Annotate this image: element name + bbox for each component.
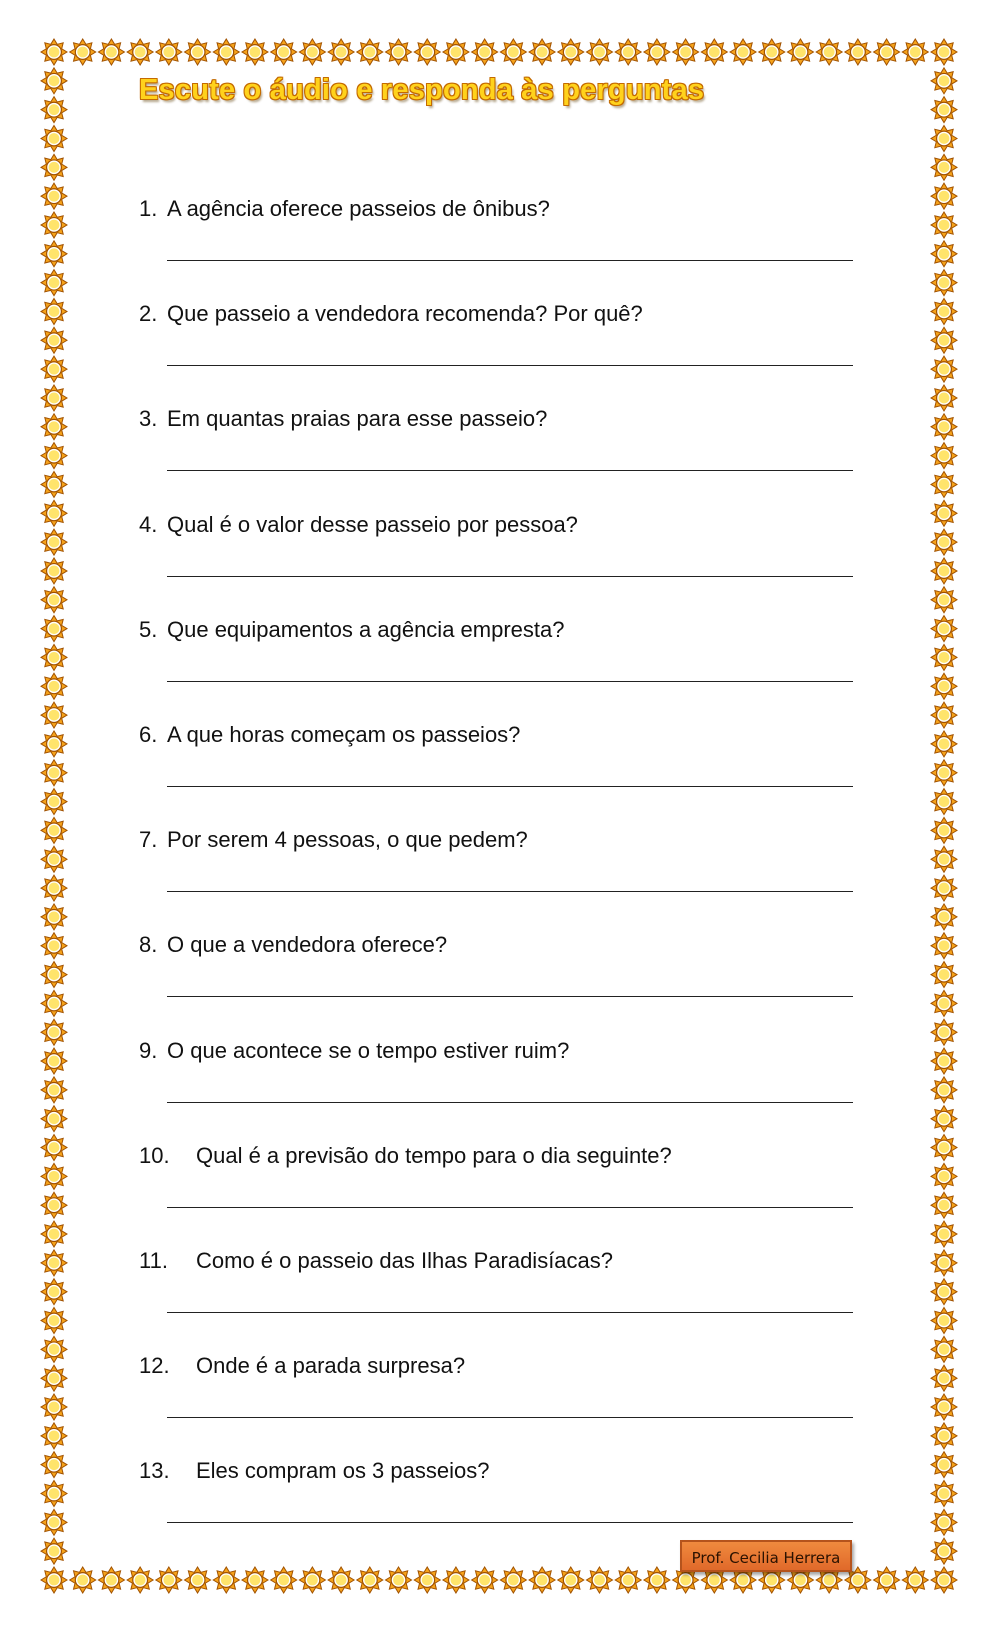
answer-line[interactable] — [167, 1102, 853, 1103]
question-text: Em quantas praias para esse passeio? — [167, 406, 548, 432]
sun-icon — [242, 1567, 268, 1593]
sun-icon — [730, 39, 756, 65]
sun-icon — [185, 1567, 211, 1593]
question-number: 12. — [139, 1353, 170, 1379]
sun-icon — [586, 39, 612, 65]
answer-line[interactable] — [167, 996, 853, 997]
sun-icon — [41, 1567, 67, 1593]
sun-icon — [500, 1567, 526, 1593]
question-number: 9. — [139, 1037, 158, 1063]
sun-icon — [443, 1567, 469, 1593]
question-text: O que a vendedora oferece? — [167, 932, 448, 958]
sun-icon — [357, 39, 383, 65]
sun-icon — [386, 39, 412, 65]
sun-icon — [414, 39, 440, 65]
question-item — [0, 932, 1000, 1022]
question-item — [0, 827, 1000, 917]
question-item — [0, 1458, 1000, 1548]
sun-icon — [357, 1567, 383, 1593]
sun-icon — [443, 39, 469, 65]
answer-line[interactable] — [167, 1417, 853, 1418]
question-number: 2. — [139, 301, 158, 327]
sun-icon — [156, 1567, 182, 1593]
answer-line[interactable] — [167, 576, 853, 577]
question-item — [0, 196, 1000, 286]
sun-icon — [931, 97, 957, 123]
sun-icon — [558, 39, 584, 65]
sun-icon — [299, 1567, 325, 1593]
sun-icon — [874, 1567, 900, 1593]
sun-icon — [931, 125, 957, 151]
sun-icon — [500, 39, 526, 65]
answer-line[interactable] — [167, 470, 853, 471]
question-text: Qual é o valor desse passeio por pessoa? — [167, 511, 578, 537]
question-number: 13. — [139, 1458, 170, 1484]
sun-icon — [41, 154, 67, 180]
answer-line[interactable] — [167, 1522, 853, 1523]
sun-icon — [874, 39, 900, 65]
sun-icon — [328, 1567, 354, 1593]
sun-icon — [472, 1567, 498, 1593]
sun-icon — [644, 39, 670, 65]
sun-icon — [759, 39, 785, 65]
sun-icon — [70, 1567, 96, 1593]
sun-icon — [931, 1567, 957, 1593]
question-item — [0, 406, 1000, 496]
question-number: 1. — [139, 196, 158, 221]
page-title: Escute o áudio e responda às perguntas — [139, 74, 705, 106]
question-number: 4. — [139, 511, 158, 537]
question-number: 11. — [139, 1248, 168, 1273]
question-text: Que equipamentos a agência empresta? — [167, 616, 565, 642]
answer-line[interactable] — [167, 1207, 853, 1208]
answer-line[interactable] — [167, 1312, 853, 1313]
sun-icon — [845, 39, 871, 65]
answer-line[interactable] — [167, 260, 853, 261]
sun-icon — [529, 39, 555, 65]
question-text: Eles compram os 3 passeios? — [196, 1458, 490, 1484]
answer-line[interactable] — [167, 681, 853, 682]
sun-icon — [816, 39, 842, 65]
sun-icon — [127, 39, 153, 65]
question-item — [0, 617, 1000, 707]
sun-icon — [615, 39, 641, 65]
question-item — [0, 1353, 1000, 1443]
sun-icon — [414, 1567, 440, 1593]
sun-icon — [673, 39, 699, 65]
sun-icon — [127, 1567, 153, 1593]
sun-icon — [213, 1567, 239, 1593]
question-text: Qual é a previsão do tempo para o dia seguinte? — [196, 1142, 672, 1168]
sun-icon — [213, 39, 239, 65]
question-number: 8. — [139, 932, 158, 958]
sun-icon — [902, 1567, 928, 1593]
question-number: 5. — [139, 616, 158, 642]
question-text: O que acontece se o tempo estiver ruim? — [167, 1037, 570, 1063]
answer-line[interactable] — [167, 891, 853, 892]
sun-icon — [271, 1567, 297, 1593]
question-item — [0, 1038, 1000, 1128]
sun-icon — [271, 39, 297, 65]
question-number: 10. — [139, 1142, 170, 1168]
sun-icon — [386, 1567, 412, 1593]
sun-icon — [328, 39, 354, 65]
sun-icon — [472, 39, 498, 65]
question-text: Que passeio a vendedora recomenda? Por quê? — [167, 301, 643, 327]
sun-icon — [701, 39, 727, 65]
sun-icon — [529, 1567, 555, 1593]
question-number: 7. — [139, 827, 158, 853]
question-number: 3. — [139, 406, 158, 432]
sun-icon — [931, 154, 957, 180]
sun-icon — [98, 39, 124, 65]
question-item — [0, 512, 1000, 602]
sun-icon — [242, 39, 268, 65]
sun-icon — [931, 39, 957, 65]
sun-icon — [41, 39, 67, 65]
question-item — [0, 722, 1000, 812]
sun-icon — [98, 1567, 124, 1593]
sun-icon — [41, 68, 67, 94]
sun-icon — [41, 125, 67, 151]
sun-icon — [931, 68, 957, 94]
sun-icon — [70, 39, 96, 65]
question-text: Por serem 4 pessoas, o que pedem? — [167, 827, 528, 853]
sun-icon — [586, 1567, 612, 1593]
sun-icon — [299, 39, 325, 65]
sun-icon — [41, 97, 67, 123]
author-badge: Prof. Cecilia Herrera — [680, 1540, 852, 1572]
question-text: Onde é a parada surpresa? — [196, 1353, 466, 1379]
sun-icon — [787, 39, 813, 65]
sun-icon — [185, 39, 211, 65]
question-text: A agência oferece passeios de ônibus? — [167, 196, 550, 221]
question-item — [0, 1143, 1000, 1233]
question-text: A que horas começam os passeios? — [167, 722, 521, 747]
sun-icon — [644, 1567, 670, 1593]
sun-icon — [558, 1567, 584, 1593]
question-item — [0, 301, 1000, 391]
sun-icon — [615, 1567, 641, 1593]
question-text: Como é o passeio das Ilhas Paradisíacas? — [196, 1248, 614, 1273]
sun-icon — [902, 39, 928, 65]
sun-icon — [156, 39, 182, 65]
question-item — [0, 1248, 1000, 1338]
answer-line[interactable] — [167, 786, 853, 787]
question-number: 6. — [139, 722, 158, 747]
answer-line[interactable] — [167, 365, 853, 366]
